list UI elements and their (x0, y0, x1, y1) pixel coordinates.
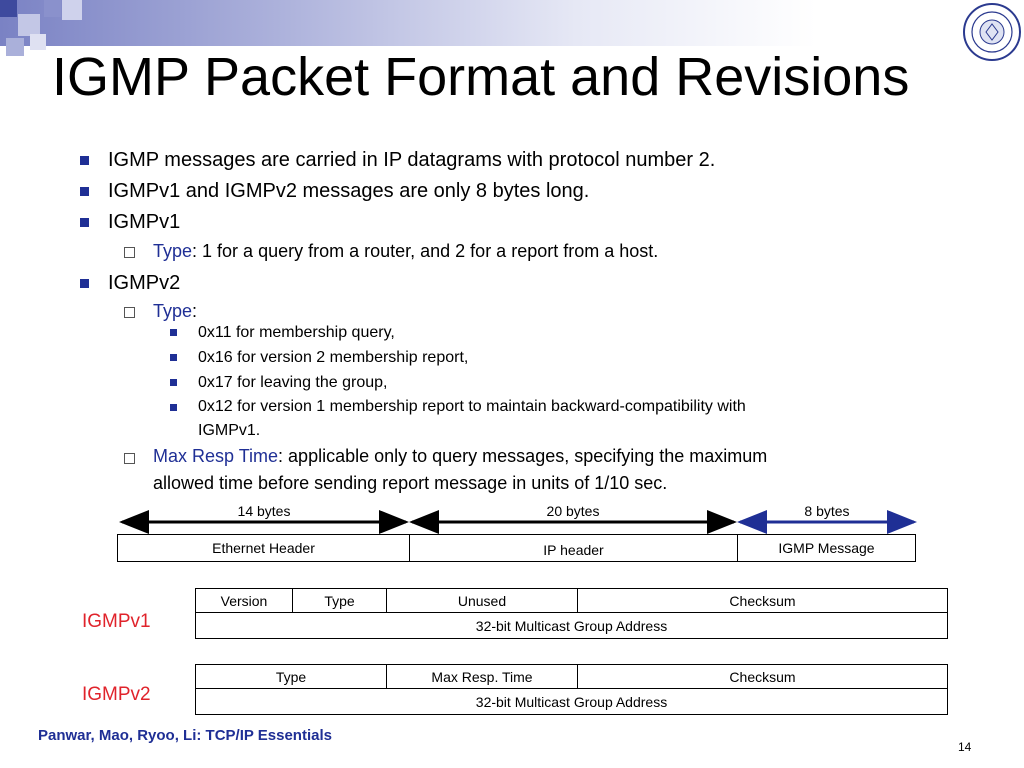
field-checksum: Checksum (577, 588, 948, 613)
bullet-4-sub-2-continued: allowed time before sending report message in units of 1/10 sec. (153, 473, 668, 493)
field-checksum: Checksum (577, 664, 948, 689)
igmp-message-cell: IGMP Message (737, 534, 916, 562)
bullet-1: IGMP messages are carried in IP datagrams with protocol number 2. (108, 149, 716, 171)
field-group-address: 32-bit Multicast Group Address (195, 688, 948, 715)
bullet-4-sub-1: Type: (153, 301, 198, 321)
field-max-resp-time: Max Resp. Time (386, 664, 578, 689)
page-number: 14 (958, 740, 972, 754)
igmpv1-label: IGMPv1 (82, 611, 151, 632)
bytes-label: 20 bytes (546, 503, 600, 519)
ethernet-header-cell: Ethernet Header (117, 534, 410, 562)
slide-title: IGMP Packet Format and Revisions (52, 47, 910, 107)
type-item: 0x17 for leaving the group, (198, 374, 388, 391)
field-type: Type (195, 664, 387, 689)
term-type: Type (153, 301, 193, 321)
type-item: 0x11 for membership query, (198, 324, 395, 341)
term-max-resp-time: Max Resp Time (153, 446, 279, 466)
bullet-3: IGMPv1 (108, 211, 181, 233)
type-item-continued: IGMPv1. (198, 422, 261, 439)
field-group-address: 32-bit Multicast Group Address (195, 612, 948, 639)
bullet-2: IGMPv1 and IGMPv2 messages are only 8 bytes long. (108, 180, 590, 202)
bullet-3-sub: Type: 1 for a query from a router, and 2 for a report from a host. (153, 241, 659, 261)
bytes-label: 14 bytes (237, 503, 291, 519)
type-item: 0x12 for version 1 membership report to maintain backward-compatibility with (198, 398, 746, 415)
ip-header-cell: IP header (409, 534, 738, 562)
field-version: Version (195, 588, 293, 613)
footer-citation: Panwar, Mao, Ryoo, Li: TCP/IP Essentials (38, 727, 332, 744)
field-unused: Unused (386, 588, 578, 613)
bullet-4-sub-2: Max Resp Time: applicable only to query messages, specifying the maximum (153, 446, 768, 466)
field-type: Type (292, 588, 387, 613)
igmpv2-label: IGMPv2 (82, 684, 151, 705)
term-type: Type (153, 241, 193, 261)
bullet-4: IGMPv2 (108, 272, 181, 294)
type-item: 0x16 for version 2 membership report, (198, 349, 469, 366)
bytes-label: 8 bytes (804, 503, 850, 519)
